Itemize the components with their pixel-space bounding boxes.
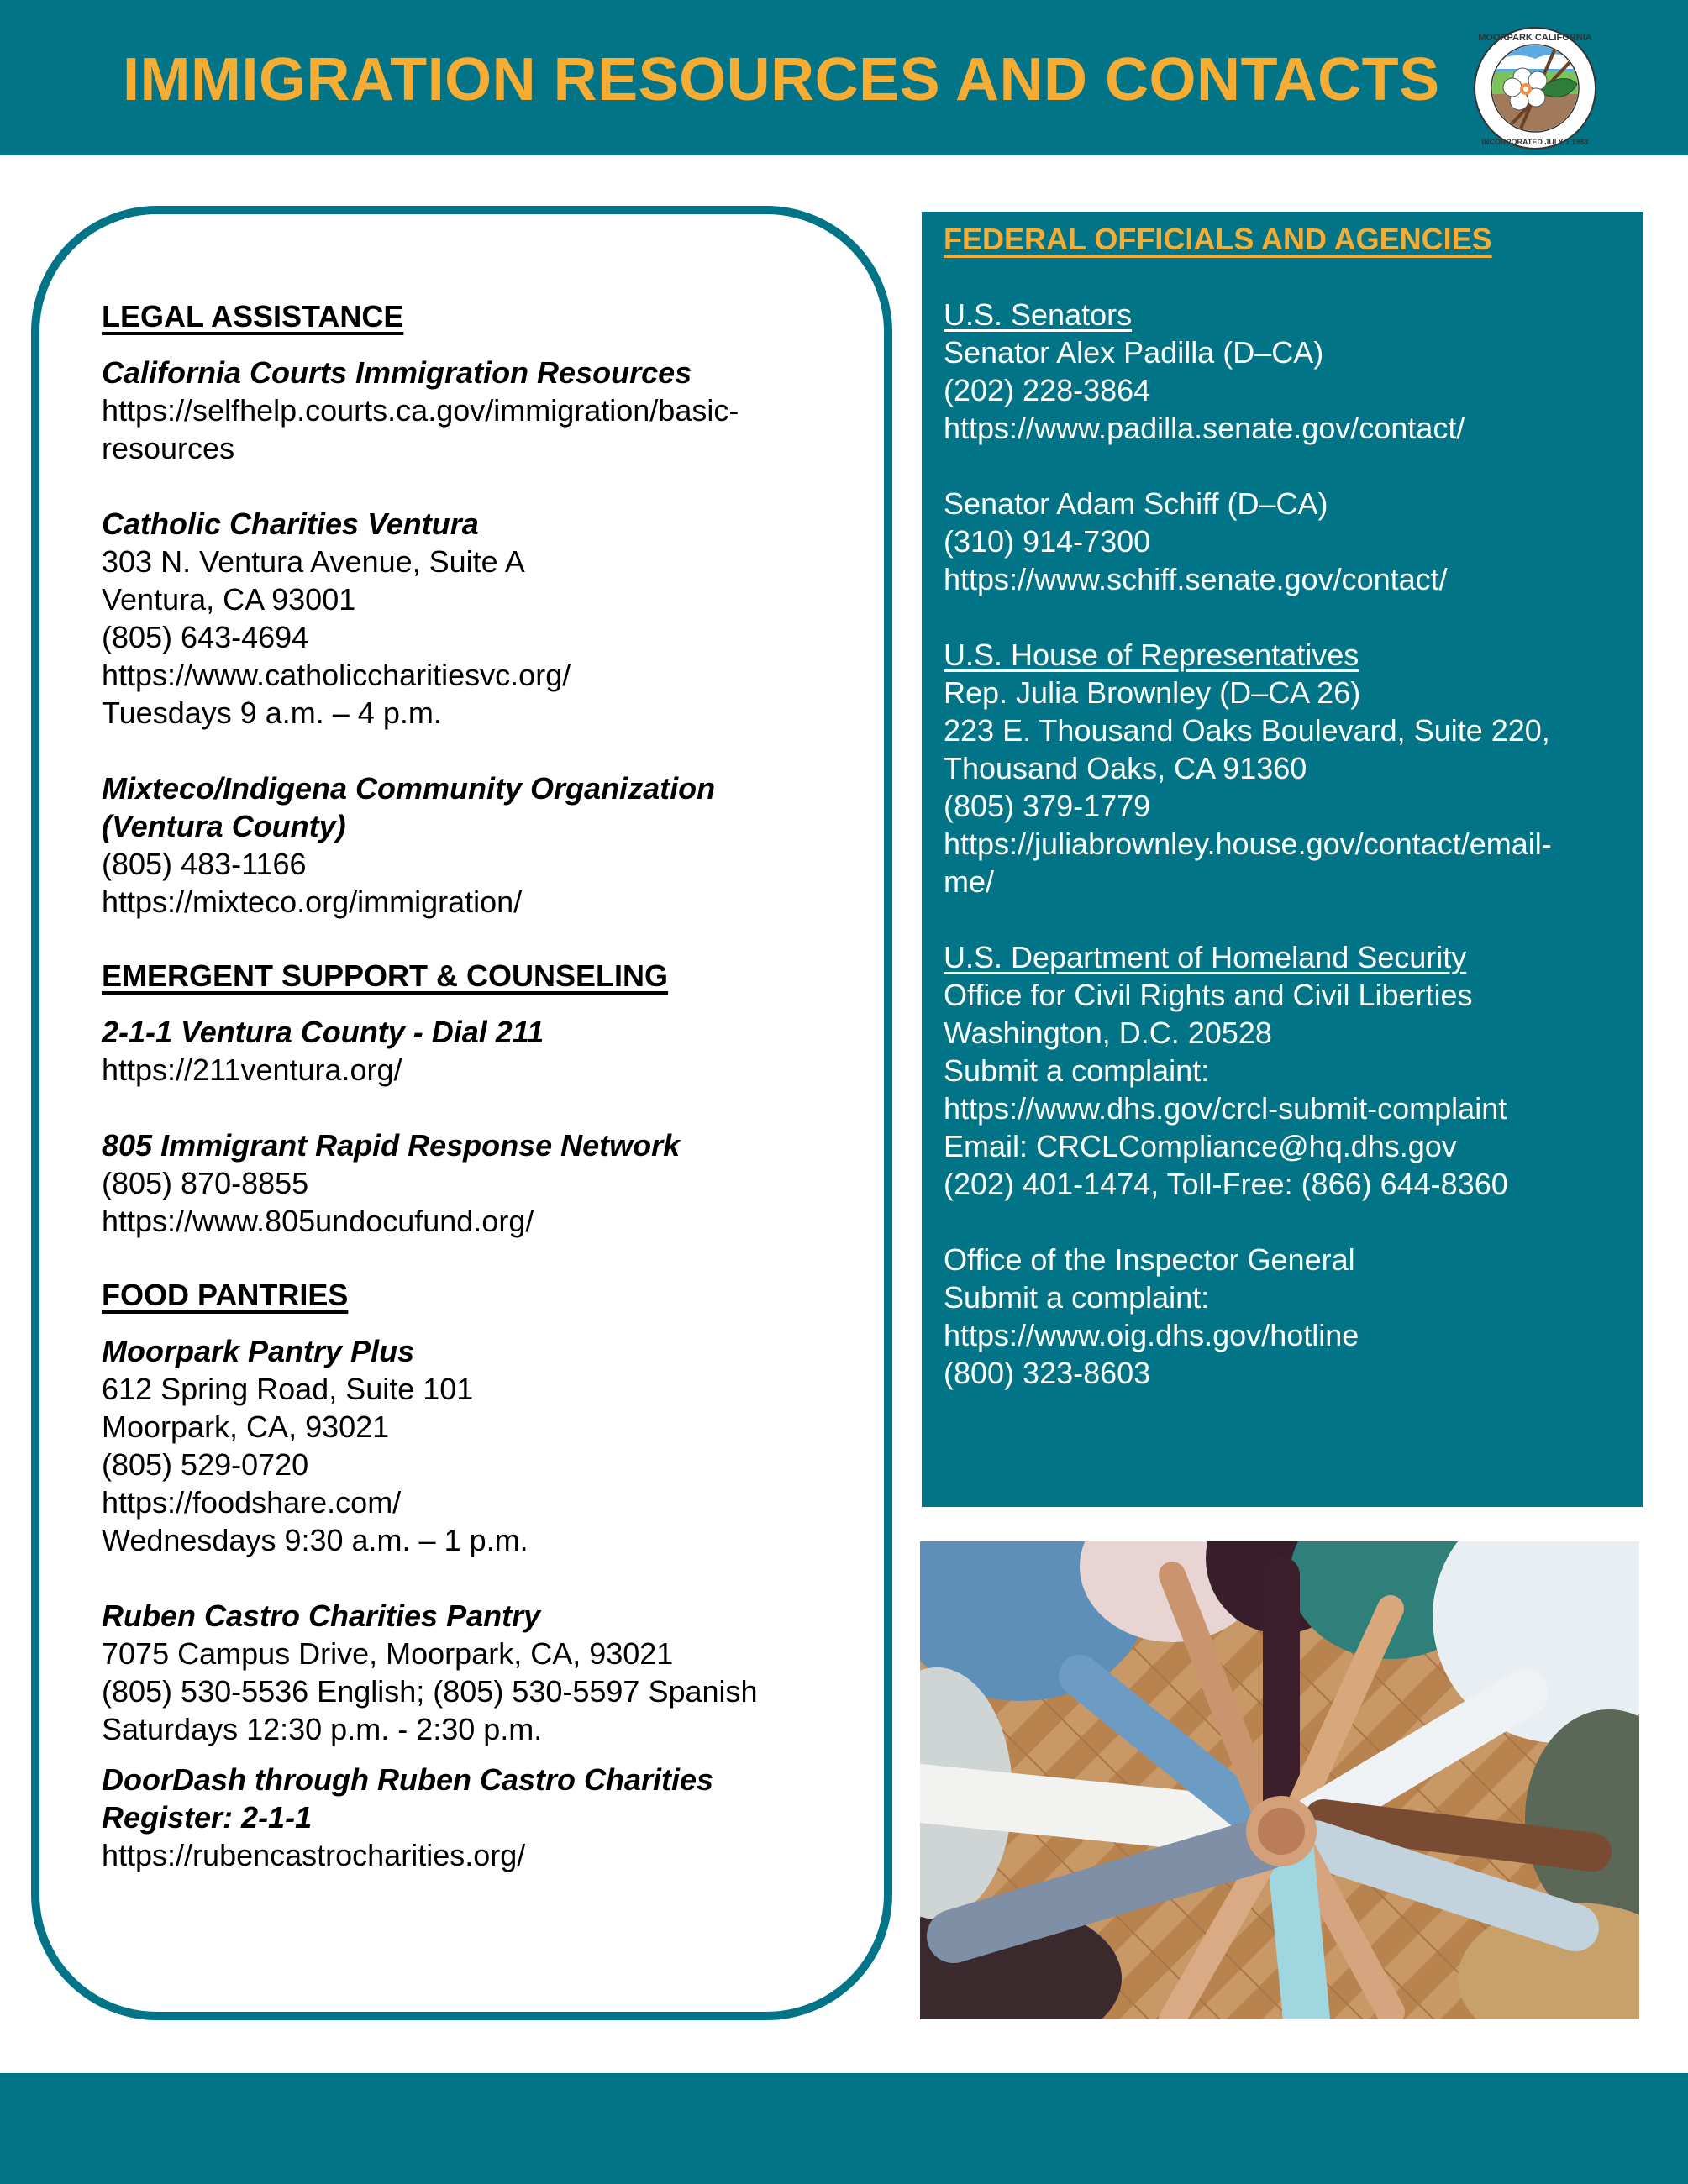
- subheading: U.S. Department of Homeland Security: [944, 940, 1467, 974]
- complaint-link[interactable]: https://www.dhs.gov/crcl-submit-complaint: [944, 1091, 1507, 1126]
- section-heading-federal: FEDERAL OFFICIALS AND AGENCIES: [944, 222, 1492, 256]
- resource-entry: [102, 769, 858, 921]
- org-name: Moorpark Pantry Plus: [102, 1334, 415, 1368]
- org-name-cont: (Ventura County): [102, 809, 346, 843]
- phone-number[interactable]: (800) 323-8603: [944, 1356, 1151, 1390]
- resource-link[interactable]: https://mixteco.org/immigration/: [102, 885, 523, 919]
- resource-entry: [102, 1761, 858, 1874]
- section-heading-emergent-support: EMERGENT SUPPORT & COUNSELING: [102, 958, 669, 993]
- resource-entry: [102, 1013, 858, 1089]
- org-name: DoorDash through Ruben Castro Charities: [102, 1762, 714, 1797]
- resource-entry: [102, 1126, 858, 1240]
- phone-number[interactable]: (805) 529-0720: [102, 1447, 309, 1482]
- official-name: Senator Adam Schiff (D–CA): [944, 486, 1328, 521]
- address-line: Moorpark, CA, 93021: [102, 1410, 390, 1444]
- resource-link[interactable]: https://selfhelp.courts.ca.gov/immigration/basic-: [102, 393, 739, 428]
- resource-link[interactable]: https://rubencastrocharities.org/: [102, 1838, 526, 1872]
- subheading: U.S. Senators: [944, 297, 1133, 332]
- org-register-info: Register: 2-1-1: [102, 1800, 313, 1835]
- hotline-link[interactable]: https://www.oig.dhs.gov/hotline: [944, 1318, 1359, 1352]
- svg-text:INCORPORATED JULY 1 1983: INCORPORATED JULY 1 1983: [1481, 138, 1589, 146]
- official-name: Senator Alex Padilla (D–CA): [944, 335, 1324, 370]
- phone-number[interactable]: (202) 228-3864: [944, 373, 1151, 407]
- federal-officials-content: [944, 220, 1641, 1392]
- org-name: 2-1-1 Ventura County - Dial 211: [102, 1015, 544, 1049]
- address-line: 303 N. Ventura Avenue, Suite A: [102, 544, 525, 579]
- org-name: California Courts Immigration Resources: [102, 355, 692, 390]
- hours-text: Tuesdays 9 a.m. – 4 p.m.: [102, 696, 442, 730]
- resource-link[interactable]: https://www.catholiccharitiesvc.org/: [102, 658, 571, 692]
- address-line: Washington, D.C. 20528: [944, 1016, 1272, 1050]
- resource-entry: [102, 1332, 858, 1559]
- office-name: Office for Civil Rights and Civil Liberties: [944, 978, 1473, 1012]
- hours-text: Wednesdays 9:30 a.m. – 1 p.m.: [102, 1523, 528, 1557]
- city-seal-icon: [1472, 25, 1598, 151]
- phone-number[interactable]: (310) 914-7300: [944, 524, 1151, 559]
- contact-link-cont[interactable]: me/: [944, 864, 995, 899]
- phone-number[interactable]: (805) 870-8855: [102, 1166, 309, 1200]
- phone-numbers[interactable]: (202) 401-1474, Toll-Free: (866) 644-8360: [944, 1167, 1508, 1201]
- footer-bar: [0, 2073, 1688, 2184]
- resource-entry: [102, 1597, 858, 1748]
- org-name: Mixteco/Indigena Community Organization: [102, 771, 716, 806]
- contact-link[interactable]: https://juliabrownley.house.gov/contact/email-: [944, 827, 1552, 861]
- address-line: 223 E. Thousand Oaks Boulevard, Suite 220,: [944, 713, 1550, 748]
- resource-link[interactable]: https://foodshare.com/: [102, 1485, 402, 1520]
- address-line: 7075 Campus Drive, Moorpark, CA, 93021: [102, 1636, 674, 1671]
- contact-group-dhs: [944, 938, 1641, 1392]
- phone-number[interactable]: (805) 379-1779: [944, 789, 1151, 823]
- header-banner: [0, 0, 1688, 155]
- svg-text:MOORPARK CALIFORNIA: MOORPARK CALIFORNIA: [1478, 33, 1592, 43]
- contact-group-senators: [944, 296, 1641, 598]
- official-name: Rep. Julia Brownley (D–CA 26): [944, 675, 1361, 710]
- page-title: IMMIGRATION RESOURCES AND CONTACTS: [123, 46, 1440, 113]
- address-line: Thousand Oaks, CA 91360: [944, 751, 1307, 785]
- community-hands-photo: [920, 1541, 1639, 2019]
- phone-numbers[interactable]: (805) 530-5536 English; (805) 530-5597 Spanish: [102, 1674, 758, 1709]
- org-name: Catholic Charities Ventura: [102, 507, 479, 541]
- complaint-label: Submit a complaint:: [944, 1280, 1210, 1315]
- org-name: Ruben Castro Charities Pantry: [102, 1599, 541, 1633]
- phone-number[interactable]: (805) 643-4694: [102, 620, 309, 654]
- complaint-label: Submit a complaint:: [944, 1053, 1210, 1088]
- hours-text: Saturdays 12:30 p.m. - 2:30 p.m.: [102, 1712, 543, 1746]
- resource-link[interactable]: https://211ventura.org/: [102, 1053, 402, 1087]
- phone-number[interactable]: (805) 483-1166: [102, 847, 307, 881]
- contact-link[interactable]: https://www.schiff.senate.gov/contact/: [944, 562, 1448, 596]
- resource-entry: [102, 354, 858, 467]
- email-link[interactable]: Email: CRCLCompliance@hq.dhs.gov: [944, 1129, 1457, 1163]
- address-line: 612 Spring Road, Suite 101: [102, 1372, 474, 1406]
- resource-link-cont[interactable]: resources: [102, 431, 235, 465]
- org-name: 805 Immigrant Rapid Response Network: [102, 1128, 681, 1163]
- section-heading-food-pantries: FOOD PANTRIES: [102, 1278, 349, 1312]
- section-heading-legal-assistance: LEGAL ASSISTANCE: [102, 299, 404, 333]
- contact-link[interactable]: https://www.padilla.senate.gov/contact/: [944, 411, 1465, 445]
- resource-entry: [102, 505, 858, 732]
- local-resources-content: [102, 297, 858, 1874]
- subheading: U.S. House of Representatives: [944, 638, 1359, 672]
- contact-group-house: [944, 636, 1641, 900]
- hands-together-illustration: [920, 1541, 1639, 2019]
- office-name: Office of the Inspector General: [944, 1242, 1355, 1277]
- resource-link[interactable]: https://www.805undocufund.org/: [102, 1204, 534, 1238]
- address-line: Ventura, CA 93001: [102, 582, 356, 617]
